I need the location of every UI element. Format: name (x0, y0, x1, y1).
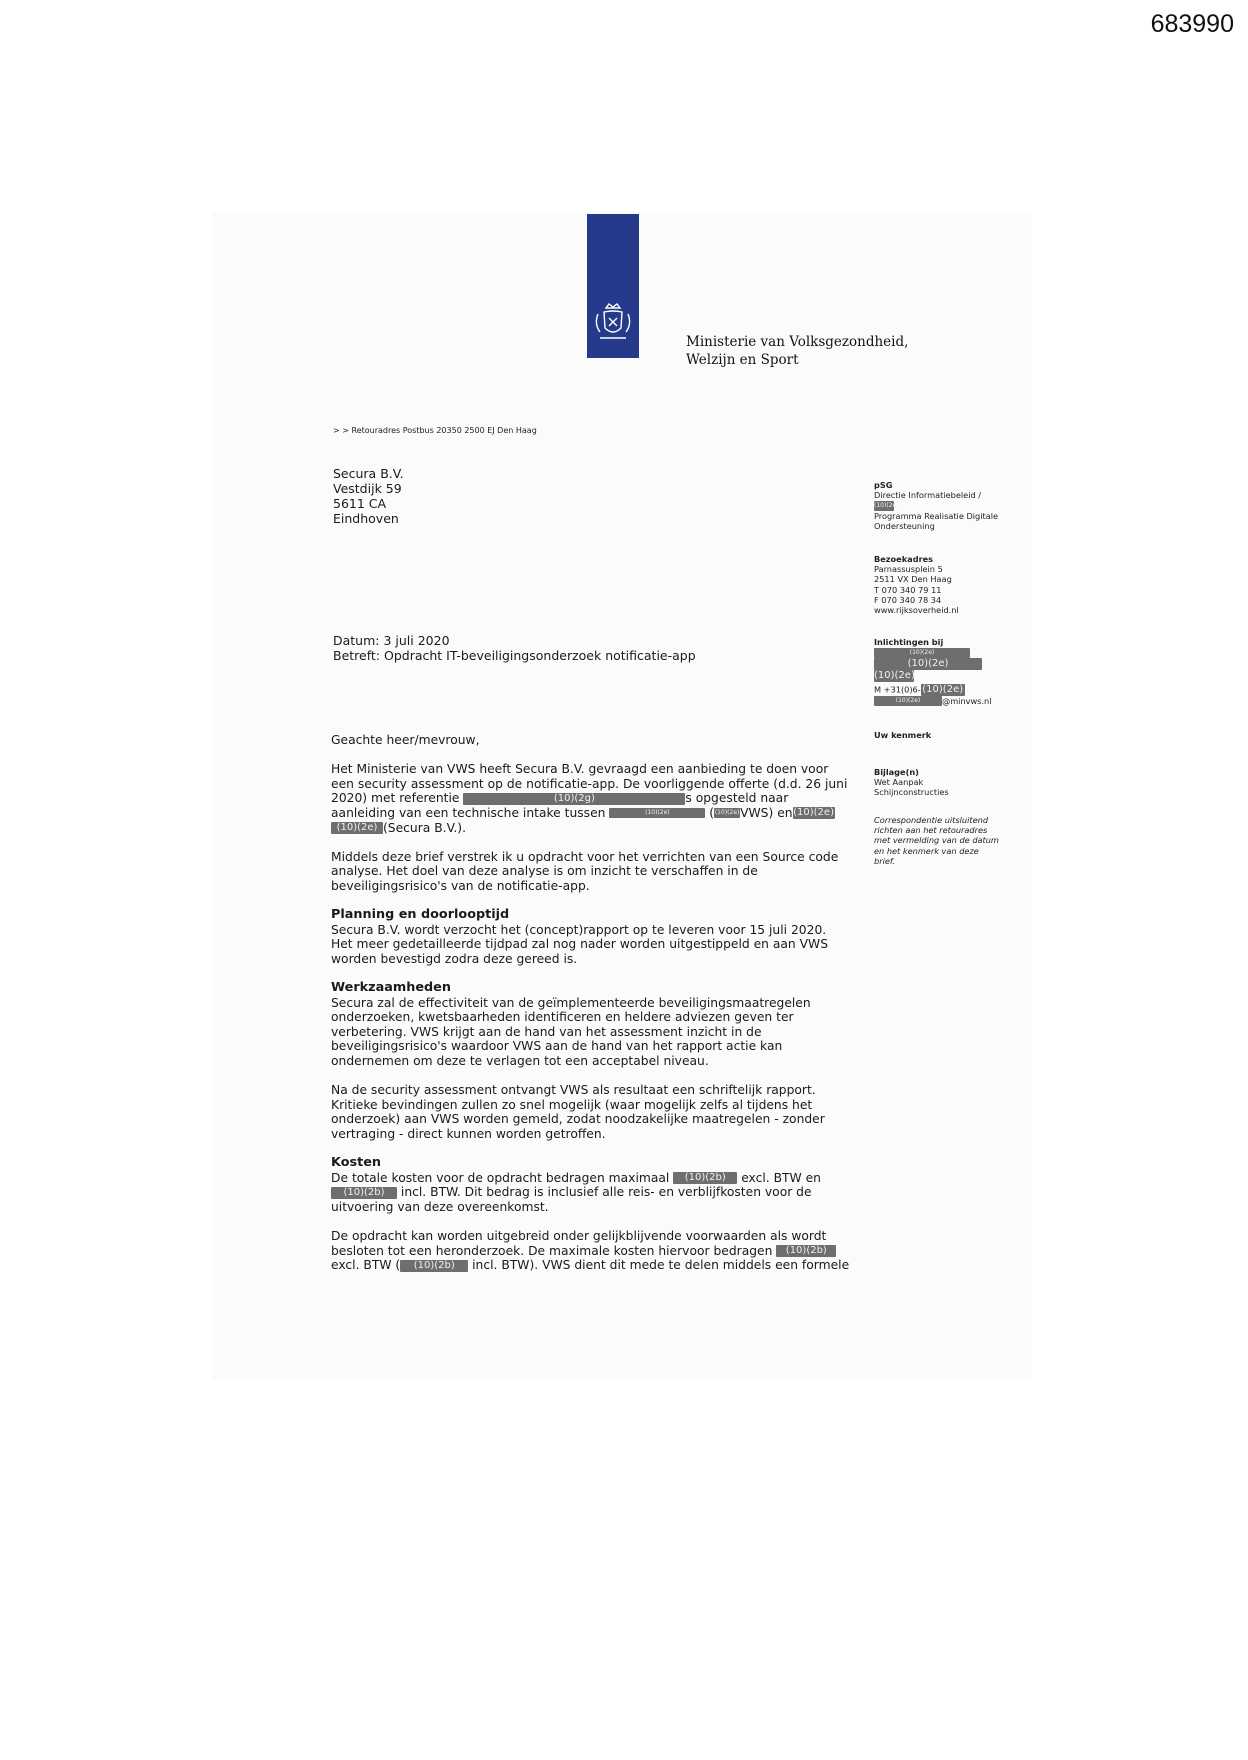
document-number: 683990 (1150, 10, 1234, 38)
redaction-box: (10)(2e) (874, 696, 942, 706)
paragraph-extension (331, 1229, 851, 1273)
body-text: excl. BTW en (741, 1170, 821, 1185)
sidebar-attach-head: Bijlage(n) (874, 767, 919, 777)
sidebar-department (874, 480, 1074, 531)
sidebar-note-line: richten aan het retouradres (874, 825, 988, 836)
redaction-box: (10)(2e) (874, 669, 915, 681)
sidebar-visit-line: www.rijksoverheid.nl (874, 605, 959, 616)
body-text: aanleiding van een technische intake tussen (331, 805, 606, 820)
redaction-box: (10)(2b) (673, 1172, 737, 1184)
body-line: onderzoeken, kwetsbaarheden identificeren en heldere adviezen geven ter (331, 1010, 794, 1025)
subject-line: Betreft: Opdracht IT-beveiligingsonderzoek notificatie-app (333, 648, 696, 663)
redaction-box: (10)(2e) (874, 648, 970, 658)
sidebar-email-suffix: @minvws.nl (942, 695, 992, 706)
body-text: VWS) en (740, 805, 793, 820)
return-address: > > Retouradres Postbus 20350 2500 EJ Den Haag (333, 426, 537, 435)
sidebar-attach-line: Wet Aanpak (874, 777, 924, 788)
sidebar-dept-line: Ondersteuning (874, 521, 935, 532)
sidebar-visit-line: Parnassusplein 5 (874, 564, 943, 575)
paragraph-intro (331, 762, 851, 835)
ministry-name-line-1: Ministerie van Volksgezondheid, (686, 334, 909, 350)
body-text: incl. BTW). VWS dient dit mede te delen middels een formele (472, 1258, 850, 1273)
body-text: incl. BTW. Dit bedrag is inclusief alle reis- en verblijfkosten voor de (400, 1185, 812, 1200)
body-text: ( (709, 805, 715, 820)
body-text: s opgesteld naar (685, 791, 789, 806)
body-line: vertraging - direct kunnen worden getroffen. (331, 1127, 606, 1142)
paragraph-planning (331, 923, 851, 967)
recipient-address (333, 466, 404, 526)
sidebar-attachments (874, 767, 1074, 798)
body-line: beveiligingsrisico's waardoor VWS aan de hand van het rapport actie kan (331, 1039, 783, 1054)
sidebar-note-line: brief. (874, 855, 896, 866)
ministry-name (686, 333, 908, 369)
letter-body (331, 733, 851, 1288)
heading-work: Werkzaamheden (331, 980, 451, 996)
salutation: Geachte heer/mevrouw, (331, 733, 480, 747)
body-line: Middels deze brief verstrek ik u opdracht voor het verrichten van een Source code (331, 849, 839, 864)
body-line: Secura zal de effectiviteit van de geïmplementeerde beveiligingsmaatregelen (331, 995, 811, 1010)
redaction-box: (10)(2b) (776, 1245, 836, 1257)
letter-meta (333, 633, 696, 663)
redaction-box: (10)(2e) (874, 658, 982, 670)
date-line: Datum: 3 juli 2020 (333, 633, 450, 648)
sidebar-dept-line: Programma Realisatie Digitale (874, 510, 999, 521)
body-line: verbetering. VWS krijgt aan de hand van het assessment inzicht in de (331, 1024, 762, 1039)
sidebar-note-line: en het kenmerk van deze (874, 845, 979, 856)
body-text: 2020) met referentie (331, 791, 460, 806)
redaction-box: (10)(2e) (874, 501, 899, 509)
sidebar-info-head: Inlichtingen bij (874, 637, 944, 647)
sidebar-ref-head: Uw kenmerk (874, 730, 932, 740)
body-line: De opdracht kan worden uitgebreid onder gelijkblijvende voorwaarden als wordt (331, 1229, 827, 1244)
body-line: worden bevestigd zodra deze gereed is. (331, 951, 578, 966)
sidebar-visit-line: F 070 340 78 34 (874, 594, 942, 605)
recipient-line: Vestdijk 59 (333, 481, 402, 496)
sidebar-reference (874, 730, 1074, 740)
paragraph-assignment (331, 850, 851, 894)
body-line: Het meer gedetailleerde tijdpad zal nog nader worden uitgestippeld en aan VWS (331, 937, 829, 952)
body-line: Secura B.V. wordt verzocht het (concept)rapport op te leveren voor 15 juli 2020. (331, 922, 827, 937)
sidebar-visit-line: 2511 VX Den Haag (874, 574, 952, 585)
sidebar-contact (874, 637, 1074, 706)
sidebar-dept-line: Directie Informatiebeleid / (874, 490, 982, 501)
redaction-box: (10)(2g) (463, 793, 685, 805)
body-line: uitvoering van deze overeenkomst. (331, 1200, 549, 1214)
heading-planning: Planning en doorlooptijd (331, 907, 510, 923)
heading-costs: Kosten (331, 1155, 382, 1171)
crest-icon (588, 300, 638, 348)
body-line: een security assessment op de notificatie-app. De voorliggende offerte (d.d. 26 juni (331, 776, 848, 791)
paragraph-work (331, 996, 851, 1069)
paragraph-costs (331, 1171, 851, 1215)
redaction-box: (10)(2b) (400, 1260, 468, 1272)
redaction-box: (10)(2e) (714, 809, 740, 817)
body-line: Kritieke bevindingen zullen zo snel mogelijk (waar mogelijk zelfs al tijdens het (331, 1097, 813, 1112)
body-line: Na de security assessment ontvangt VWS als resultaat een schriftelijk rapport. (331, 1083, 816, 1098)
recipient-line: Eindhoven (333, 511, 399, 526)
paragraph-report (331, 1083, 851, 1141)
sidebar-note (874, 815, 1074, 866)
sidebar-attach-line: Schijnconstructies (874, 787, 949, 798)
sidebar-dept-head: pSG (874, 480, 893, 490)
body-line: ondernemen om deze te verlagen tot een acceptabel niveau. (331, 1054, 709, 1069)
body-text: (Secura B.V.). (383, 820, 467, 835)
body-line: analyse. Het doel van deze analyse is om inzicht te verschaffen in de (331, 864, 758, 879)
ministry-name-line-2: Welzijn en Sport (686, 352, 799, 368)
body-line: Het Ministerie van VWS heeft Secura B.V. gevraagd een aanbieding te doen voor (331, 762, 829, 777)
sidebar-note-line: Correspondentie uitsluitend (874, 815, 989, 825)
redaction-box: (10)(2e) (331, 822, 383, 834)
redaction-box: (10)(2e) (609, 808, 705, 818)
body-text: besloten tot een heronderzoek. De maximale kosten hiervoor bedragen (331, 1243, 773, 1258)
body-text: De totale kosten voor de opdracht bedragen maximaal (331, 1170, 670, 1185)
recipient-line: 5611 CA (333, 496, 387, 511)
body-line: onderzoek) aan VWS worden gemeld, zodat noodzakelijke maatregelen - zonder (331, 1112, 825, 1127)
sidebar-visit-line: T 070 340 79 11 (874, 584, 942, 595)
redaction-box: (10)(2b) (331, 1187, 397, 1199)
body-text: excl. BTW ( (331, 1258, 401, 1273)
redaction-box: (10)(2e) (793, 807, 834, 819)
sidebar-note-line: met vermelding van de datum (874, 835, 999, 846)
redaction-box: (10)(2e) (922, 683, 964, 695)
body-line: beveiligingsrisico's van de notificatie-app. (331, 878, 590, 893)
sidebar-visit-address (874, 554, 1074, 615)
recipient-line: Secura B.V. (333, 466, 404, 481)
sidebar-phone-prefix: M +31(0)6- (874, 684, 921, 695)
sidebar-visit-head: Bezoekadres (874, 554, 934, 564)
